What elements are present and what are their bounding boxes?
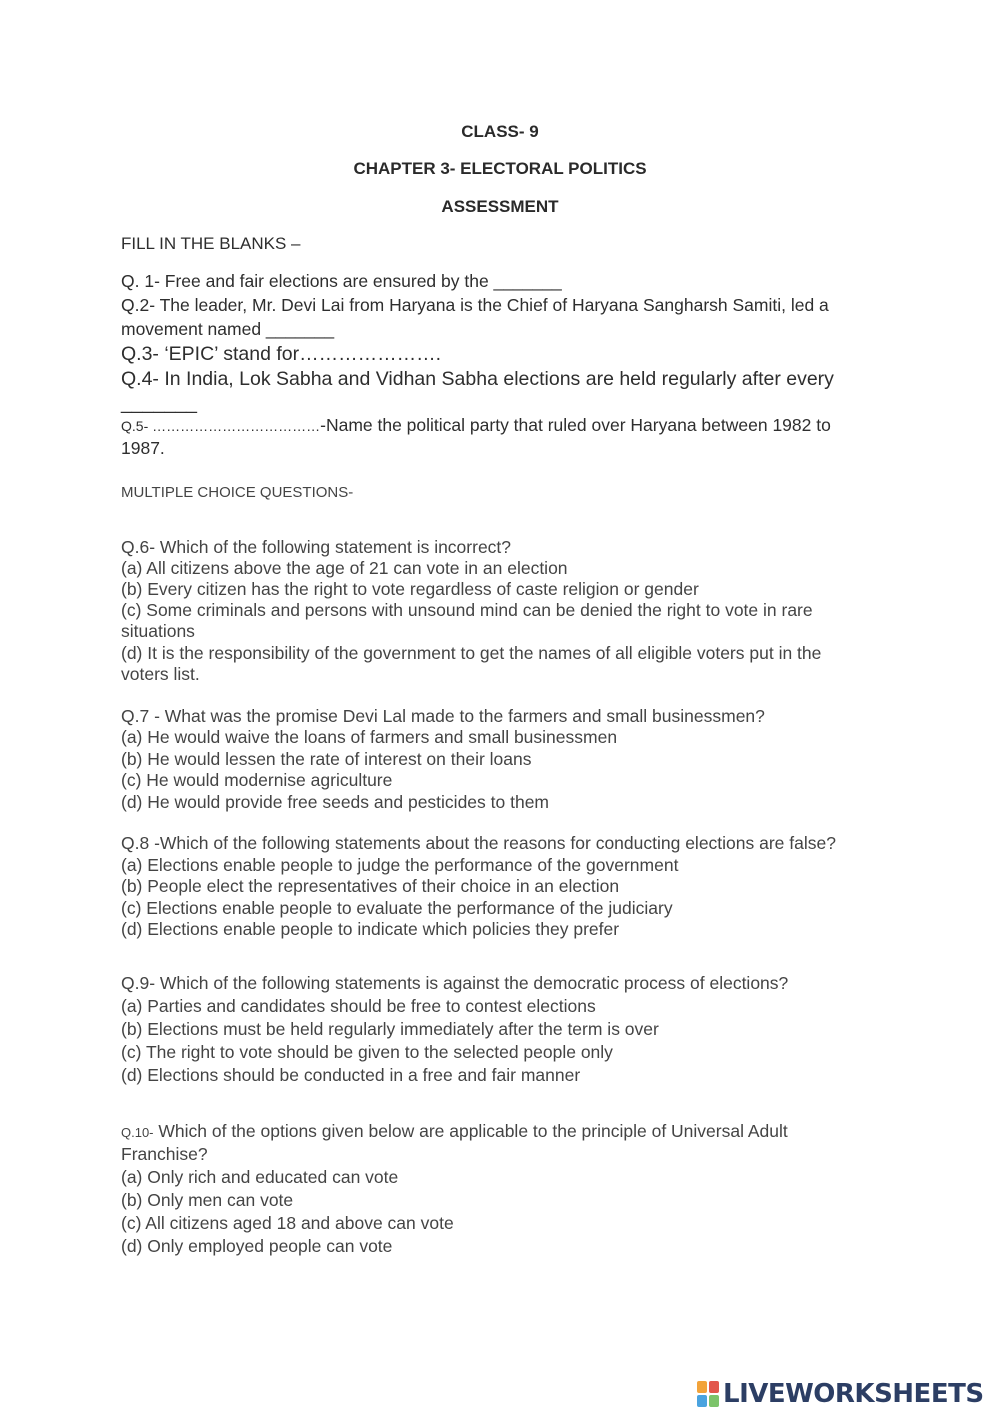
q9-option-b: (b) Elections must be held regularly immediately after the term is over — [121, 1019, 659, 1039]
logo-square-4 — [709, 1395, 719, 1407]
question-10-line-1 — [121, 1121, 788, 1142]
logo-square-3 — [697, 1395, 707, 1407]
question-3: Q.3- ‘EPIC’ stand for…………………. — [121, 343, 442, 365]
q7-option-a: (a) He would waive the loans of farmers and small businessmen — [121, 727, 618, 747]
q8-option-a: (a) Elections enable people to judge the performance of the government — [121, 855, 679, 875]
fill-blanks-heading: FILL IN THE BLANKS – — [121, 234, 301, 253]
q6-option-c-line-1: (c) Some criminals and persons with unsound mind can be denied the right to vote in rare — [121, 600, 813, 620]
liveworksheets-logo[interactable] — [697, 1377, 984, 1411]
q9-option-d: (d) Elections should be conducted in a free and fair manner — [121, 1065, 581, 1085]
q6-option-d-line-2: voters list. — [121, 664, 200, 684]
q7-option-c: (c) He would modernise agriculture — [121, 770, 393, 790]
logo-text: LIVEWORKSHEETS — [723, 1379, 984, 1409]
q7-option-d: (d) He would provide free seeds and pesticides to them — [121, 792, 550, 812]
assessment-title: ASSESSMENT — [441, 197, 559, 216]
liveworksheets-logo-icon — [697, 1381, 719, 1407]
question-6: Q.6- Which of the following statement is incorrect? — [121, 537, 512, 557]
question-7: Q.7 - What was the promise Devi Lal made to the farmers and small businessmen? — [121, 706, 765, 726]
q8-option-d: (d) Elections enable people to indicate which policies they prefer — [121, 919, 620, 939]
question-2-line-2: movement named _______ — [121, 319, 335, 339]
q10-option-c: (c) All citizens aged 18 and above can vote — [121, 1213, 454, 1233]
q10-option-a: (a) Only rich and educated can vote — [121, 1167, 399, 1187]
question-4-line-1: Q.4- In India, Lok Sabha and Vidhan Sabha elections are held regularly after every — [121, 368, 834, 390]
q6-option-c-line-2: situations — [121, 621, 195, 641]
logo-square-1 — [697, 1381, 707, 1393]
chapter-title: CHAPTER 3- ELECTORAL POLITICS — [353, 159, 647, 178]
logo-square-2 — [709, 1381, 719, 1393]
q8-option-b: (b) People elect the representatives of their choice in an election — [121, 876, 620, 896]
question-1: Q. 1- Free and fair elections are ensured by the _______ — [121, 271, 562, 291]
q6-option-d-line-1: (d) It is the responsibility of the government to get the names of all eligible voters put in the — [121, 643, 822, 663]
mcq-heading: MULTIPLE CHOICE QUESTIONS- — [121, 484, 354, 501]
question-2-line-1: Q.2- The leader, Mr. Devi Lai from Haryana is the Chief of Haryana Sangharsh Samiti, led a — [121, 295, 829, 315]
question-5-prefix: Q.5- ……………………………… — [121, 418, 321, 434]
question-10-text: Which of the options given below are applicable to the principle of Universal Adult — [153, 1121, 788, 1141]
question-5-text: -Name the political party that ruled over Haryana between 1982 to — [320, 415, 831, 435]
question-10-prefix: Q.10- — [121, 1125, 154, 1140]
question-5-line-1 — [121, 415, 831, 436]
question-9: Q.9- Which of the following statements is against the democratic process of elections? — [121, 973, 789, 993]
q8-option-c: (c) Elections enable people to evaluate the performance of the judiciary — [121, 898, 673, 918]
question-5-line-2: 1987. — [121, 438, 165, 458]
question-8: Q.8 -Which of the following statements about the reasons for conducting elections are false? — [121, 833, 836, 853]
q10-option-d: (d) Only employed people can vote — [121, 1236, 393, 1256]
q7-option-b: (b) He would lessen the rate of interest on their loans — [121, 749, 532, 769]
q6-option-a: (a) All citizens above the age of 21 can vote in an election — [121, 558, 568, 578]
class-title: CLASS- 9 — [461, 122, 539, 141]
q9-option-a: (a) Parties and candidates should be free to contest elections — [121, 996, 596, 1016]
q10-option-b: (b) Only men can vote — [121, 1190, 294, 1210]
question-4-line-2: _______ — [121, 392, 197, 414]
question-10-line-2: Franchise? — [121, 1144, 208, 1164]
q6-option-b: (b) Every citizen has the right to vote regardless of caste religion or gender — [121, 579, 699, 599]
q9-option-c: (c) The right to vote should be given to the selected people only — [121, 1042, 613, 1062]
